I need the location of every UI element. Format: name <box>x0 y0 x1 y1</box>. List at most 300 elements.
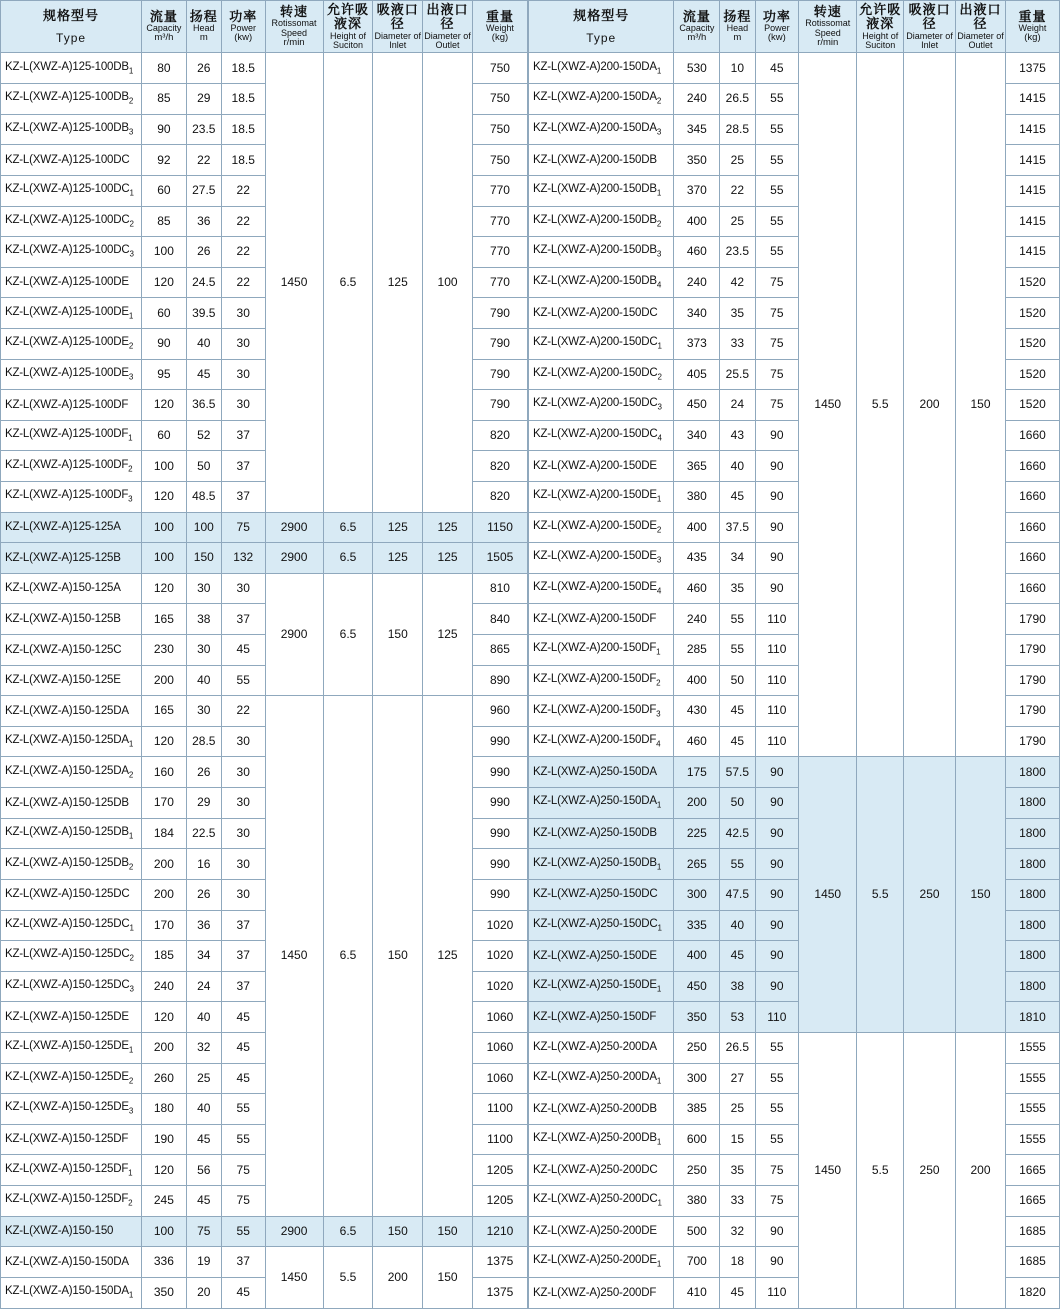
cell-model: KZ-L(XWZ-A)150-125A <box>1 573 142 604</box>
cell-model: $KZ-L(XWZ-A)200-150DC_3$ <box>529 390 674 421</box>
model-subscript: 1 <box>657 923 662 933</box>
cell-head: 34 <box>720 543 755 574</box>
cell-weight: 770 <box>472 267 527 298</box>
header-power-en: Power <box>230 22 256 33</box>
cell-weight: 1210 <box>472 1216 527 1247</box>
cell-head: 38 <box>186 604 221 635</box>
cell-head: 24 <box>186 971 221 1002</box>
cell-weight: 1660 <box>1005 451 1059 482</box>
cell-weight: 1100 <box>472 1124 527 1155</box>
cell-weight: 990 <box>472 879 527 910</box>
cell-suction: 6.5 <box>323 53 373 512</box>
cell-weight: 1375 <box>472 1247 527 1278</box>
cell-capacity: 60 <box>142 175 187 206</box>
cell-weight: 1790 <box>1005 635 1059 666</box>
cell-model: $KZ-L(XWZ-A)250-150DE_1$ <box>529 971 674 1002</box>
cell-power: 45 <box>221 1277 265 1308</box>
cell-head: 35 <box>720 298 755 329</box>
cell-head: 48.5 <box>186 482 221 513</box>
cell-model: $KZ-L(XWZ-A)150-125DE_3$ <box>1 1094 142 1125</box>
cell-head: 150 <box>186 543 221 574</box>
cell-weight: 1415 <box>1005 114 1059 145</box>
cell-model: $KZ-L(XWZ-A)200-150DF_3$ <box>529 696 674 727</box>
cell-head: 22 <box>720 175 755 206</box>
cell-model: KZ-L(XWZ-A)250-150DE <box>529 941 674 972</box>
cell-suction: 6.5 <box>323 543 373 574</box>
cell-model: KZ-L(XWZ-A)150-150DA <box>1 1247 142 1278</box>
cell-outlet: 125 <box>423 573 473 695</box>
cell-head: 30 <box>186 696 221 727</box>
cell-model: KZ-L(XWZ-A)125-100DE <box>1 267 142 298</box>
cell-head: 33 <box>720 328 755 359</box>
header-capacity <box>674 1 720 53</box>
cell-capacity: 410 <box>674 1277 720 1308</box>
header-outlet-en: Diameter of Outlet <box>424 30 471 51</box>
cell-weight: 1205 <box>472 1155 527 1186</box>
cell-capacity: 100 <box>142 543 187 574</box>
cell-weight: 820 <box>472 420 527 451</box>
cell-power: 22 <box>221 696 265 727</box>
cell-outlet: 125 <box>423 512 473 543</box>
cell-capacity: 120 <box>142 1155 187 1186</box>
model-subscript: 3 <box>656 708 661 718</box>
model-subscript: 1 <box>128 433 133 443</box>
model-subscript: 4 <box>656 739 661 749</box>
model-subscript: 1 <box>657 1198 662 1208</box>
cell-capacity: 460 <box>674 573 720 604</box>
cell-capacity: 120 <box>142 482 187 513</box>
cell-head: 40 <box>186 1002 221 1033</box>
header-head <box>186 1 221 53</box>
cell-capacity: 345 <box>674 114 720 145</box>
cell-suction: 6.5 <box>323 512 373 543</box>
cell-head: 27.5 <box>186 175 221 206</box>
cell-capacity: 450 <box>674 971 720 1002</box>
cell-capacity: 265 <box>674 849 720 880</box>
cell-power: 110 <box>755 726 799 757</box>
table-row <box>1 1247 528 1278</box>
header-capacity-unit: m³/h <box>687 32 707 44</box>
cell-power: 90 <box>755 849 799 880</box>
header-power-en: Power <box>764 22 790 33</box>
cell-head: 40 <box>720 910 755 941</box>
cell-power: 30 <box>221 818 265 849</box>
cell-capacity: 120 <box>142 267 187 298</box>
cell-inlet: 125 <box>373 53 423 512</box>
cell-weight: 1415 <box>1005 145 1059 176</box>
cell-capacity: 450 <box>674 390 720 421</box>
cell-capacity: 405 <box>674 359 720 390</box>
model-subscript: 3 <box>128 494 133 504</box>
cell-suction: 5.5 <box>323 1247 373 1309</box>
cell-model: KZ-L(XWZ-A)150-125B <box>1 604 142 635</box>
header-model-en: Type <box>586 30 617 45</box>
cell-model: $KZ-L(XWZ-A)150-150DA_1$ <box>1 1277 142 1308</box>
cell-model: $KZ-L(XWZ-A)125-100DB_1$ <box>1 53 142 84</box>
cell-speed: 1450 <box>265 53 323 512</box>
cell-power: 55 <box>221 665 265 696</box>
cell-power: 55 <box>755 1032 799 1063</box>
cell-model: KZ-L(XWZ-A)150-125DE <box>1 1002 142 1033</box>
header-capacity-cn: 流量 <box>682 8 711 24</box>
cell-capacity: 190 <box>142 1124 187 1155</box>
header-power-cn: 功率 <box>762 8 791 24</box>
cell-head: 26 <box>186 757 221 788</box>
cell-power: 110 <box>755 696 799 727</box>
cell-model: $KZ-L(XWZ-A)150-125DC_1$ <box>1 910 142 941</box>
cell-model: $KZ-L(XWZ-A)200-150DF_2$ <box>529 665 674 696</box>
header-capacity-cn: 流量 <box>149 8 178 24</box>
model-subscript: 2 <box>128 341 134 351</box>
cell-weight: 1520 <box>1005 390 1059 421</box>
header-capacity-en: Capacity <box>146 22 182 33</box>
cell-power: 30 <box>221 298 265 329</box>
cell-model: $KZ-L(XWZ-A)250-150DC_1$ <box>529 910 674 941</box>
cell-capacity: 165 <box>142 696 187 727</box>
cell-head: 40 <box>186 665 221 696</box>
cell-capacity: 230 <box>142 635 187 666</box>
header-outlet <box>423 1 473 53</box>
cell-model: $KZ-L(XWZ-A)200-150DF_1$ <box>529 635 674 666</box>
model-subscript: 1 <box>656 1076 662 1086</box>
header-speed-cn: 转速 <box>813 3 842 19</box>
cell-capacity: 95 <box>142 359 187 390</box>
cell-capacity: 250 <box>674 1032 720 1063</box>
cell-capacity: 300 <box>674 1063 720 1094</box>
cell-model: $KZ-L(XWZ-A)200-150DE_2$ <box>529 512 674 543</box>
cell-weight: 750 <box>472 114 527 145</box>
cell-power: 30 <box>221 573 265 604</box>
cell-head: 10 <box>720 53 755 84</box>
header-head-en: Head <box>726 22 749 33</box>
cell-model: KZ-L(XWZ-A)250-150DC <box>529 879 674 910</box>
cell-power: 75 <box>755 298 799 329</box>
cell-power: 55 <box>755 1124 799 1155</box>
cell-power: 45 <box>221 1002 265 1033</box>
cell-weight: 1520 <box>1005 328 1059 359</box>
header-suction-en: Height of Suciton <box>862 30 899 51</box>
cell-head: 55 <box>720 635 755 666</box>
cell-power: 90 <box>755 573 799 604</box>
cell-capacity: 373 <box>674 328 720 359</box>
left-spec-table <box>0 0 528 1309</box>
cell-head: 33 <box>720 1186 755 1217</box>
left-table-header <box>1 1 528 53</box>
cell-speed: 2900 <box>265 1216 323 1247</box>
cell-model: KZ-L(XWZ-A)150-125DB <box>1 788 142 819</box>
cell-power: 90 <box>755 910 799 941</box>
cell-head: 100 <box>186 512 221 543</box>
header-inlet <box>373 1 423 53</box>
cell-weight: 1060 <box>472 1063 527 1094</box>
cell-power: 37 <box>221 482 265 513</box>
cell-inlet: 125 <box>373 512 423 543</box>
cell-power: 22 <box>221 175 265 206</box>
header-suction-cn: 允许吸液深 <box>326 2 369 32</box>
cell-capacity: 120 <box>142 573 187 604</box>
cell-outlet: 150 <box>956 757 1006 1032</box>
cell-capacity: 185 <box>142 941 187 972</box>
cell-model: $KZ-L(XWZ-A)200-150DC_4$ <box>529 420 674 451</box>
header-weight-unit: (kg) <box>1024 32 1041 44</box>
model-subscript: 1 <box>128 739 134 749</box>
cell-power: 110 <box>755 1002 799 1033</box>
cell-model: $KZ-L(XWZ-A)200-150DB_2$ <box>529 206 674 237</box>
header-head-cn: 扬程 <box>723 8 752 24</box>
cell-power: 55 <box>221 1124 265 1155</box>
cell-model: $KZ-L(XWZ-A)200-150DC_2$ <box>529 359 674 390</box>
cell-weight: 750 <box>472 84 527 115</box>
cell-head: 42.5 <box>720 818 755 849</box>
cell-suction: 6.5 <box>323 573 373 695</box>
cell-capacity: 60 <box>142 420 187 451</box>
cell-power: 55 <box>755 145 799 176</box>
cell-power: 90 <box>755 941 799 972</box>
cell-head: 75 <box>186 1216 221 1247</box>
header-inlet-cn: 吸液口径 <box>908 2 951 32</box>
header-power-cn: 功率 <box>229 8 258 24</box>
cell-suction: 5.5 <box>857 757 904 1032</box>
cell-head: 19 <box>186 1247 221 1278</box>
cell-weight: 750 <box>472 145 527 176</box>
cell-weight: 1505 <box>472 543 527 574</box>
cell-head: 25.5 <box>720 359 755 390</box>
cell-power: 75 <box>755 328 799 359</box>
cell-capacity: 400 <box>674 941 720 972</box>
cell-head: 39.5 <box>186 298 221 329</box>
table-row <box>1 53 528 84</box>
cell-capacity: 336 <box>142 1247 187 1278</box>
cell-head: 53 <box>720 1002 755 1033</box>
cell-head: 36 <box>186 206 221 237</box>
cell-weight: 1660 <box>1005 543 1059 574</box>
cell-power: 90 <box>755 971 799 1002</box>
cell-power: 18.5 <box>221 114 265 145</box>
model-subscript: 4 <box>656 586 662 596</box>
cell-head: 50 <box>720 665 755 696</box>
cell-model: KZ-L(XWZ-A)125-100DF <box>1 390 142 421</box>
header-power-unit: (kw) <box>767 32 786 44</box>
cell-head: 26 <box>186 879 221 910</box>
table-row <box>529 757 1060 788</box>
header-inlet-en: Diameter of Inlet <box>906 30 953 51</box>
cell-capacity: 92 <box>142 145 187 176</box>
cell-power: 55 <box>755 1063 799 1094</box>
cell-model: KZ-L(XWZ-A)250-200DA <box>529 1032 674 1063</box>
cell-capacity: 184 <box>142 818 187 849</box>
header-inlet-en: Diameter of Inlet <box>374 30 422 51</box>
cell-head: 25 <box>720 206 755 237</box>
model-subscript: 1 <box>129 188 134 198</box>
cell-head: 23.5 <box>186 114 221 145</box>
cell-weight: 1665 <box>1005 1186 1059 1217</box>
cell-weight: 1790 <box>1005 665 1059 696</box>
cell-capacity: 170 <box>142 788 187 819</box>
cell-weight: 810 <box>472 573 527 604</box>
model-subscript: 1 <box>656 861 662 871</box>
cell-power: 90 <box>755 788 799 819</box>
header-weight-en: Weight <box>1018 22 1047 33</box>
cell-capacity: 340 <box>674 298 720 329</box>
cell-model: $KZ-L(XWZ-A)150-125DF_2$ <box>1 1186 142 1217</box>
cell-head: 56 <box>186 1155 221 1186</box>
cell-power: 37 <box>221 910 265 941</box>
cell-model: KZ-L(XWZ-A)150-125DF <box>1 1124 142 1155</box>
cell-weight: 1150 <box>472 512 527 543</box>
header-outlet-en: Diameter of Outlet <box>957 30 1004 51</box>
cell-capacity: 400 <box>674 206 720 237</box>
cell-weight: 1790 <box>1005 604 1059 635</box>
cell-weight: 1555 <box>1005 1032 1059 1063</box>
cell-capacity: 100 <box>142 451 187 482</box>
cell-model: KZ-L(XWZ-A)250-200DE <box>529 1216 674 1247</box>
cell-model: $KZ-L(XWZ-A)250-200DA_1$ <box>529 1063 674 1094</box>
cell-power: 75 <box>755 267 799 298</box>
cell-capacity: 365 <box>674 451 720 482</box>
cell-capacity: 200 <box>142 849 187 880</box>
cell-head: 36.5 <box>186 390 221 421</box>
model-subscript: 1 <box>128 831 134 841</box>
header-model-cn: 规格型号 <box>43 8 100 24</box>
cell-power: 110 <box>755 635 799 666</box>
cell-weight: 1205 <box>472 1186 527 1217</box>
cell-head: 38 <box>720 971 755 1002</box>
cell-head: 55 <box>720 604 755 635</box>
model-subscript: 2 <box>656 525 662 535</box>
cell-model: $KZ-L(XWZ-A)250-200DB_1$ <box>529 1124 674 1155</box>
cell-weight: 770 <box>472 175 527 206</box>
cell-weight: 1800 <box>1005 910 1059 941</box>
header-weight-en: Weight <box>486 22 514 33</box>
model-subscript: 1 <box>656 1137 662 1147</box>
cell-outlet: 125 <box>423 696 473 1216</box>
cell-speed: 2900 <box>265 512 323 543</box>
cell-speed: 1450 <box>265 696 323 1216</box>
cell-head: 40 <box>720 451 755 482</box>
cell-capacity: 300 <box>674 879 720 910</box>
cell-capacity: 90 <box>142 114 187 145</box>
cell-capacity: 335 <box>674 910 720 941</box>
cell-weight: 990 <box>472 726 527 757</box>
cell-power: 90 <box>755 1216 799 1247</box>
table-row <box>529 1032 1060 1063</box>
model-subscript: 2 <box>128 861 134 871</box>
cell-outlet: 150 <box>423 1247 473 1309</box>
model-subscript: 4 <box>656 280 662 290</box>
cell-capacity: 175 <box>674 757 720 788</box>
cell-power: 22 <box>221 267 265 298</box>
header-speed-en: Rotissomat Speed <box>271 18 317 38</box>
cell-weight: 1800 <box>1005 879 1059 910</box>
model-subscript: 1 <box>128 1167 133 1177</box>
cell-power: 110 <box>755 604 799 635</box>
cell-power: 30 <box>221 390 265 421</box>
header-model <box>1 1 142 53</box>
cell-power: 110 <box>755 1277 799 1308</box>
cell-capacity: 700 <box>674 1247 720 1278</box>
model-subscript: 1 <box>128 1290 134 1300</box>
model-subscript: 2 <box>128 463 133 473</box>
model-subscript: 1 <box>128 1045 134 1055</box>
cell-weight: 1800 <box>1005 971 1059 1002</box>
cell-inlet: 150 <box>373 573 423 695</box>
cell-power: 90 <box>755 512 799 543</box>
cell-power: 55 <box>755 237 799 268</box>
cell-speed: 1450 <box>799 757 857 1032</box>
header-suction-en: Height of Suciton <box>329 30 366 51</box>
cell-head: 47.5 <box>720 879 755 910</box>
model-subscript: 1 <box>656 66 662 76</box>
header-weight <box>1005 1 1059 53</box>
model-subscript: 3 <box>129 249 134 259</box>
cell-capacity: 240 <box>674 84 720 115</box>
header-weight-cn: 重量 <box>485 8 514 24</box>
header-capacity-en: Capacity <box>679 22 715 33</box>
cell-head: 29 <box>186 788 221 819</box>
cell-model: $KZ-L(XWZ-A)200-150DE_1$ <box>529 482 674 513</box>
cell-power: 75 <box>221 512 265 543</box>
model-subscript: 2 <box>656 96 662 106</box>
table-row <box>1 696 528 727</box>
cell-head: 52 <box>186 420 221 451</box>
cell-head: 28.5 <box>720 114 755 145</box>
cell-capacity: 600 <box>674 1124 720 1155</box>
cell-capacity: 85 <box>142 206 187 237</box>
cell-power: 18.5 <box>221 84 265 115</box>
cell-weight: 1375 <box>472 1277 527 1308</box>
cell-capacity: 350 <box>674 1002 720 1033</box>
cell-model: $KZ-L(XWZ-A)125-100DC_2$ <box>1 206 142 237</box>
header-suction-cn: 允许吸液深 <box>859 2 902 32</box>
cell-weight: 1820 <box>1005 1277 1059 1308</box>
cell-head: 20 <box>186 1277 221 1308</box>
cell-model: $KZ-L(XWZ-A)200-150DB_3$ <box>529 237 674 268</box>
header-head <box>720 1 755 53</box>
cell-outlet: 200 <box>956 1032 1006 1308</box>
cell-weight: 1790 <box>1005 726 1059 757</box>
cell-capacity: 400 <box>674 512 720 543</box>
cell-inlet: 150 <box>373 696 423 1216</box>
cell-inlet: 250 <box>904 1032 956 1308</box>
cell-weight: 960 <box>472 696 527 727</box>
table-row <box>1 512 528 543</box>
header-speed <box>799 1 857 53</box>
cell-head: 26.5 <box>720 84 755 115</box>
cell-power: 90 <box>755 482 799 513</box>
cell-head: 24 <box>720 390 755 421</box>
cell-weight: 1060 <box>472 1002 527 1033</box>
cell-model: KZ-L(XWZ-A)125-125B <box>1 543 142 574</box>
model-subscript: 3 <box>128 127 134 137</box>
cell-capacity: 120 <box>142 1002 187 1033</box>
header-model-en: Type <box>56 30 87 45</box>
cell-power: 22 <box>221 206 265 237</box>
cell-model: $KZ-L(XWZ-A)200-150DF_4$ <box>529 726 674 757</box>
cell-head: 45 <box>720 941 755 972</box>
cell-model: $KZ-L(XWZ-A)200-150DE_4$ <box>529 573 674 604</box>
header-head-cn: 扬程 <box>189 8 218 24</box>
cell-weight: 840 <box>472 604 527 635</box>
cell-weight: 770 <box>472 237 527 268</box>
table-row <box>1 543 528 574</box>
cell-power: 45 <box>221 1032 265 1063</box>
cell-model: $KZ-L(XWZ-A)150-125DC_2$ <box>1 941 142 972</box>
cell-model: KZ-L(XWZ-A)200-150DE <box>529 451 674 482</box>
cell-power: 75 <box>755 359 799 390</box>
header-outlet <box>956 1 1006 53</box>
cell-model: $KZ-L(XWZ-A)200-150DB_1$ <box>529 175 674 206</box>
cell-weight: 865 <box>472 635 527 666</box>
